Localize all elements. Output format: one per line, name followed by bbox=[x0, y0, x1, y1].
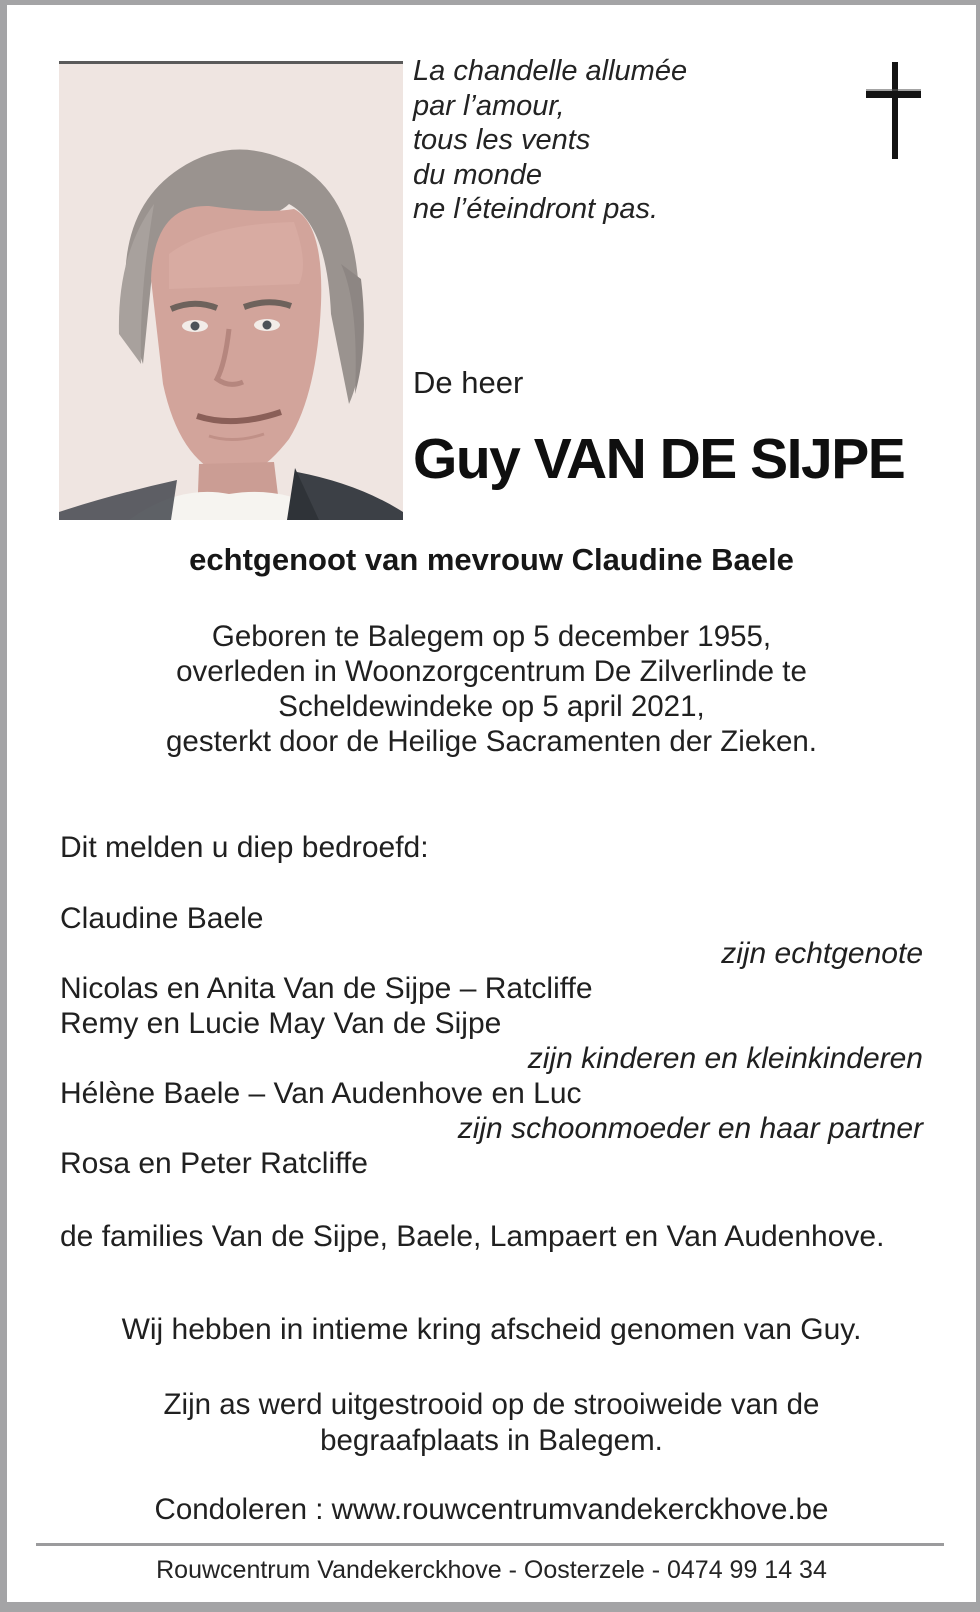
mourner-names: Remy en Lucie May Van de Sijpe bbox=[60, 1007, 502, 1040]
poem-line: tous les vents bbox=[413, 124, 591, 157]
vitals-line: gesterkt door de Heilige Sacramenten der Zieken. bbox=[166, 725, 817, 758]
vitals-block bbox=[7, 619, 976, 759]
poem-line: par l’amour, bbox=[413, 89, 565, 122]
announcement-line: Dit melden u diep bedroefd: bbox=[60, 831, 429, 864]
ashes-line: begraafplaats in Balegem. bbox=[320, 1423, 663, 1457]
salutation: De heer bbox=[413, 365, 524, 400]
poem-line: La chandelle allumée bbox=[413, 55, 688, 87]
vitals-line: Scheldewindeke op 5 april 2021, bbox=[278, 690, 705, 723]
poem-line: du monde bbox=[413, 158, 542, 191]
mourner-role: zijn schoonmoeder en haar partner bbox=[457, 1112, 923, 1145]
cross-icon-horizontal bbox=[866, 91, 921, 98]
deceased-name: Guy VAN DE SIJPE bbox=[413, 427, 905, 491]
opening-poem bbox=[413, 54, 843, 227]
mourner-role: zijn echtgenote bbox=[721, 937, 923, 970]
cross-icon-vertical bbox=[892, 62, 898, 159]
mourner-names: Hélène Baele – Van Audenhove en Luc bbox=[60, 1077, 582, 1110]
ashes-line: Zijn as werd uitgestrooid op de strooiweide van de bbox=[163, 1388, 820, 1421]
vitals-line: Geboren te Balegem op 5 december 1955, bbox=[211, 620, 772, 653]
families-line: de families Van de Sijpe, Baele, Lampaert en Van Audenhove. bbox=[60, 1220, 885, 1253]
mourner-role: zijn kinderen en kleinkinderen bbox=[527, 1042, 923, 1075]
mourner-names: Claudine Baele bbox=[60, 902, 264, 935]
ashes-block bbox=[7, 1387, 976, 1458]
condolences-line: Condoleren : www.rouwcentrumvandekerckhove.be bbox=[154, 1493, 829, 1526]
footer-divider bbox=[36, 1543, 944, 1546]
vitals-line: overleden in Woonzorgcentrum De Zilverlinde te bbox=[176, 655, 807, 688]
relation-line: echtgenoot van mevrouw Claudine Baele bbox=[189, 542, 794, 577]
poem-line: ne l’éteindront pas. bbox=[413, 193, 659, 226]
farewell-line: Wij hebben in intieme kring afscheid genomen van Guy. bbox=[121, 1313, 862, 1346]
mourner-names: Rosa en Peter Ratcliffe bbox=[60, 1147, 368, 1180]
portrait-illustration bbox=[59, 64, 403, 520]
funeral-home-footer: Rouwcentrum Vandekerckhove - Oosterzele - 0474 99 14 34 bbox=[156, 1556, 827, 1584]
mourners-list bbox=[60, 901, 923, 1181]
mourner-names: Nicolas en Anita Van de Sijpe – Ratcliffe bbox=[60, 972, 593, 1005]
portrait-photo bbox=[59, 61, 403, 520]
